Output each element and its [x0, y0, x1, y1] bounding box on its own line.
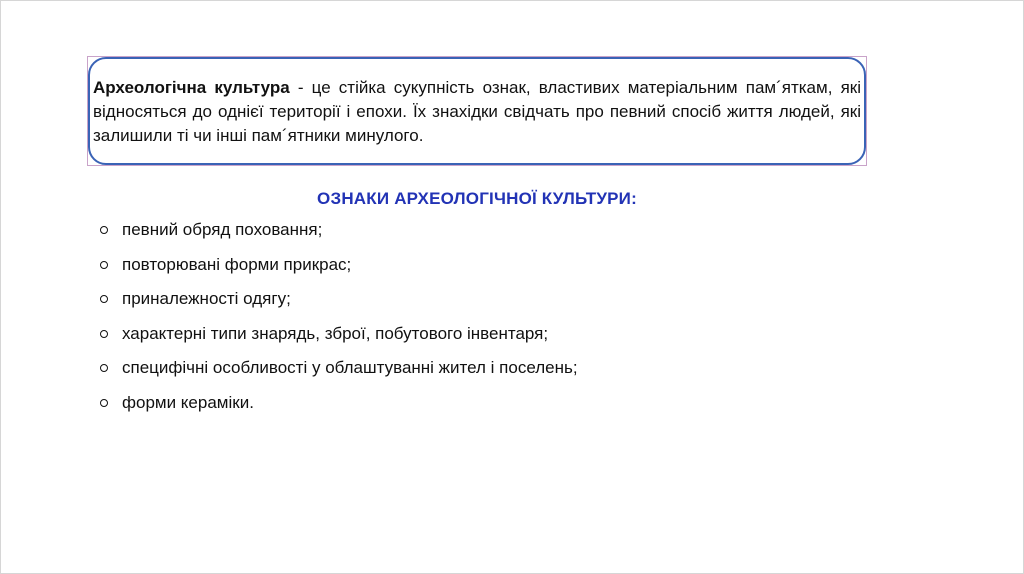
- list-item-text: приналежності одягу;: [122, 289, 291, 309]
- list-item: [100, 317, 578, 352]
- list-item: [100, 386, 578, 421]
- bullet-circle-icon: [100, 261, 108, 269]
- list-item: [100, 282, 578, 317]
- list-item: [100, 351, 578, 386]
- list-item-text: специфічні особливості у облаштуванні жител і поселень;: [122, 358, 578, 378]
- list-item-text: певний обряд поховання;: [122, 220, 323, 240]
- definition-text: - це стійка сукупність ознак, властивих матеріальним пам´яткам, які відносяться до однієї території і епохи. Їх знахідки свідчать про певний спосіб життя людей, які залишили ті чи інші пам´ятники минулого.: [93, 78, 861, 145]
- list-item-text: повторювані форми прикрас;: [122, 254, 352, 274]
- bullet-circle-icon: [100, 330, 108, 338]
- definition-term: Археологічна культура: [93, 78, 290, 97]
- bullet-circle-icon: [100, 399, 108, 407]
- list-item-text: форми кераміки.: [122, 392, 254, 412]
- list-item: [100, 213, 578, 248]
- bullet-circle-icon: [100, 226, 108, 234]
- list-item: [100, 248, 578, 283]
- features-heading: ОЗНАКИ АРХЕОЛОГІЧНОЇ КУЛЬТУРИ:: [317, 189, 637, 208]
- bullet-circle-icon: [100, 364, 108, 372]
- bullet-circle-icon: [100, 295, 108, 303]
- features-list: [100, 213, 578, 420]
- list-item-text: характерні типи знарядь, зброї, побутового інвентаря;: [122, 323, 549, 343]
- definition-box: [88, 57, 866, 165]
- definition-paragraph: [93, 76, 861, 148]
